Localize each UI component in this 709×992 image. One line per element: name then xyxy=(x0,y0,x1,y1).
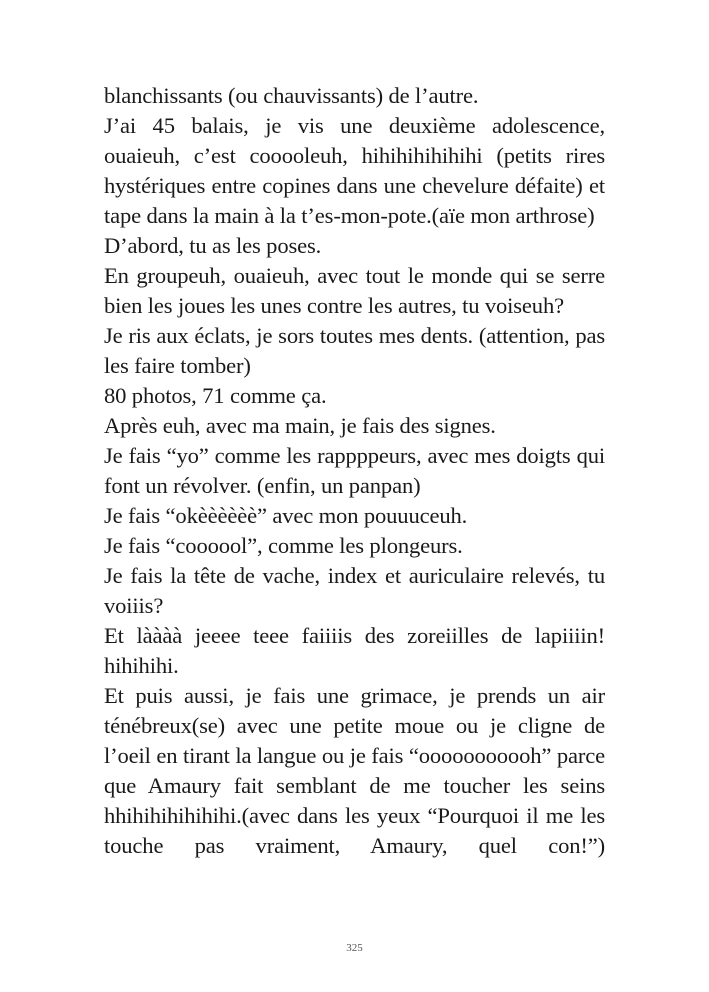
page-number: 325 xyxy=(346,942,363,954)
paragraph: Je ris aux éclats, je sors toutes mes dents. (attention, pas les faire tomber) xyxy=(104,323,605,378)
paragraph: 80 photos, 71 comme ça. xyxy=(104,383,327,408)
paragraph: Je fais la tête de vache, index et auriculaire relevés, tu voiiis? xyxy=(104,563,605,618)
paragraph: Et làààà jeeee teee faiiiis des zoreiilles de lapiiiin! hihihihi. xyxy=(104,623,605,678)
paragraph: Après euh, avec ma main, je fais des signes. xyxy=(104,413,496,438)
paragraph: J’ai 45 balais, je vis une deuxième adolescence, ouaieuh, c’est cooooleuh, hihihihihihihi (petits rires hystériques entre copines dans une chevelure défaite) et tape dans la main à la t’es-mon-pote.(aïe mon arthrose) xyxy=(104,113,605,228)
paragraph: Je fais “okèèèèèè” avec mon pouuuceuh. xyxy=(104,503,468,528)
paragraph: En groupeuh, ouaieuh, avec tout le monde qui se serre bien les joues les unes contre les autres, tu voiseuh? xyxy=(104,263,605,318)
paragraph: D’abord, tu as les poses. xyxy=(104,233,322,258)
paragraph: Et puis aussi, je fais une grimace, je prends un air ténébreux(se) avec une petite moue ou je cligne de l’oeil en tirant la langue ou je fais “ooooooooooh” parce que Amaury fait semblant de me toucher les seins hhihihihihihihi.(avec dans les yeux “Pourquoi il me les touche pas vraiment, Amaury, quel con!”) xyxy=(104,683,605,858)
page-body xyxy=(104,81,605,861)
paragraph: blanchissants (ou chauvissants) de l’autre. xyxy=(104,83,479,108)
paragraph: Je fais “coooool”, comme les plongeurs. xyxy=(104,533,463,558)
paragraph: Je fais “yo” comme les rappppeurs, avec mes doigts qui font un révolver. (enfin, un panpan) xyxy=(104,443,605,498)
